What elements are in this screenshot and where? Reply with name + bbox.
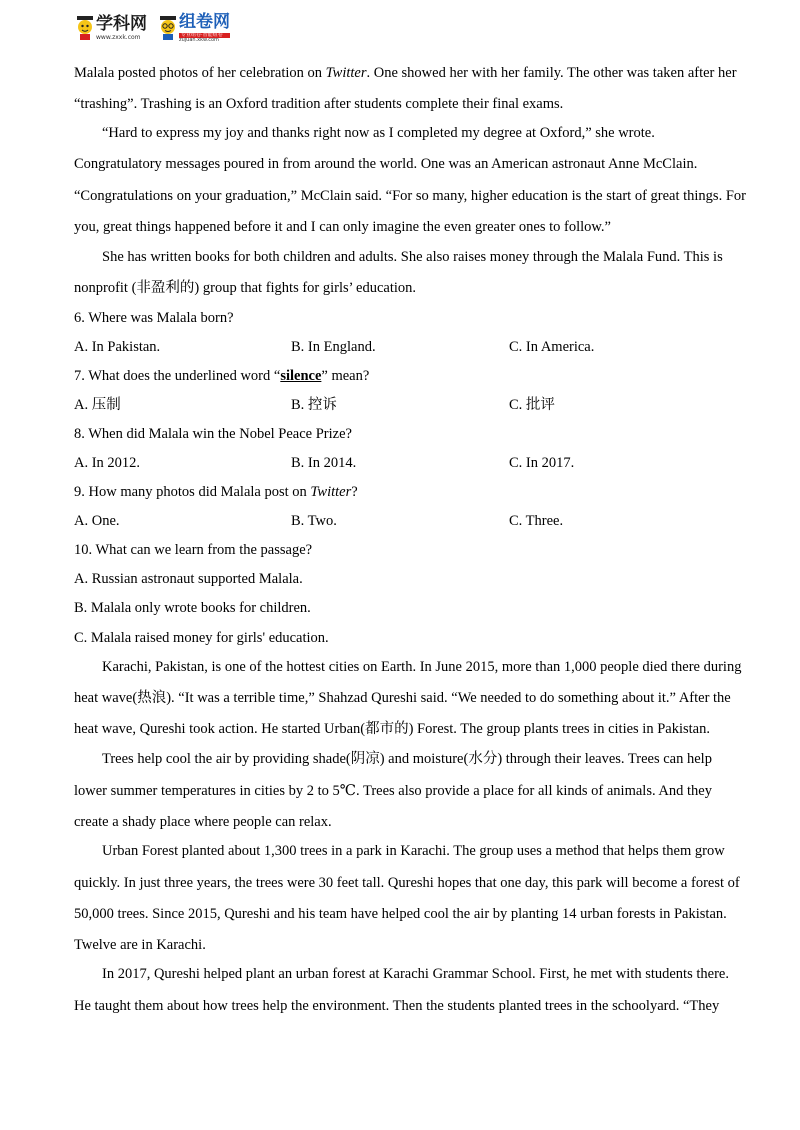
underlined-word: silence xyxy=(280,368,322,384)
q10-option-c[interactable]: C. Malala raised money for girls' education. xyxy=(74,630,329,646)
question-8-stem: 8. When did Malala win the Nobel Peace Prize? xyxy=(74,426,352,442)
passage-line: create a shady place where people can relax. xyxy=(74,814,332,830)
header-logos xyxy=(74,10,240,46)
passage-line: 50,000 trees. Since 2015, Qureshi and his team have helped cool the air by planting 14 urban forests in Pakistan. xyxy=(74,906,727,922)
text-run: 7. What does the underlined word “ xyxy=(74,368,281,384)
passage-line: She has written books for both children and adults. She also raises money through the Malala Fund. This is xyxy=(102,249,723,265)
passage-line: Twelve are in Karachi. xyxy=(74,937,206,953)
passage-line: quickly. In just three years, the trees were 30 feet tall. Qureshi hopes that one day, this park will become a forest of xyxy=(74,875,740,891)
passage-line: He taught them about how trees help the environment. Then the students planted trees in the schoolyard. “They xyxy=(74,998,720,1014)
passage-line: “Hard to express my joy and thanks right now as I completed my degree at Oxford,” she wrote. xyxy=(102,125,655,141)
question-7-stem xyxy=(74,369,369,384)
passage-line: Trees help cool the air by providing shade(阴凉) and moisture(水分) through their leaves. Trees can help xyxy=(102,751,712,767)
q8-option-c[interactable]: C. In 2017. xyxy=(509,455,575,471)
text-run: 9. How many photos did Malala post on xyxy=(74,484,311,500)
passage-line: “Congratulations on your graduation,” McClain said. “For so many, higher education is the start of great things. For xyxy=(74,188,746,204)
text-run: ” mean? xyxy=(321,368,370,384)
q10-option-a[interactable]: A. Russian astronaut supported Malala. xyxy=(74,571,303,587)
q8-option-b[interactable]: B. In 2014. xyxy=(291,455,357,471)
q6-option-c[interactable]: C. In America. xyxy=(509,339,595,355)
q6-option-b[interactable]: B. In England. xyxy=(291,339,376,355)
passage-line: “trashing”. Trashing is an Oxford tradition after students complete their final exams. xyxy=(74,96,564,112)
passage-line: nonprofit (非盈利的) group that fights for girls’ education. xyxy=(74,280,417,296)
student-mascot-icon xyxy=(74,15,96,41)
question-6-stem: 6. Where was Malala born? xyxy=(74,310,234,326)
q6-option-a[interactable]: A. In Pakistan. xyxy=(74,339,161,355)
text-run: ? xyxy=(351,484,358,500)
question-9-stem xyxy=(74,485,358,500)
q7-option-a[interactable]: A. 压制 xyxy=(74,397,121,413)
passage-line: In 2017, Qureshi helped plant an urban forest at Karachi Grammar School. First, he met with students there. xyxy=(102,966,729,982)
q9-option-a[interactable]: A. One. xyxy=(74,513,120,529)
q8-option-a[interactable]: A. In 2012. xyxy=(74,455,141,471)
passage-line: lower summer temperatures in cities by 2 to 5℃. Trees also provide a place for all kinds of animals. And they xyxy=(74,783,712,799)
italic-run: Twitter xyxy=(310,484,352,500)
zxxk-logo-text: 学科网 xyxy=(96,13,147,34)
zxxk-logo[interactable] xyxy=(74,15,147,41)
q7-option-b[interactable]: B. 控诉 xyxy=(291,397,337,413)
passage-line: heat wave, Qureshi took action. He started Urban(都市的) Forest. The group plants trees in cities in Pakistan. xyxy=(74,721,710,737)
student-glasses-icon xyxy=(157,15,179,41)
passage-line: you, great things happened before it and I can only imagine the even greater ones to follow.” xyxy=(74,219,611,235)
text-run: . One showed her with her family. The other was taken after her xyxy=(366,65,737,81)
text-run: Malala posted photos of her celebration on xyxy=(74,65,326,81)
q9-option-c[interactable]: C. Three. xyxy=(509,513,564,529)
q10-option-b[interactable]: B. Malala only wrote books for children. xyxy=(74,600,311,616)
italic-run: Twitter xyxy=(325,65,367,81)
passage-line: heat wave(热浪). “It was a terrible time,” Shahzad Qureshi said. “We needed to do something about it.” After the xyxy=(74,690,731,706)
question-10-stem: 10. What can we learn from the passage? xyxy=(74,542,313,558)
passage-line: Urban Forest planted about 1,300 trees in a park in Karachi. The group uses a method that helps them grow xyxy=(102,843,725,859)
zujuan-logo-url: zujuan.xkw.com xyxy=(179,36,219,43)
passage-line: Congratulatory messages poured in from around the world. One was an American astronaut Anne McClain. xyxy=(74,156,698,172)
passage-line: Karachi, Pakistan, is one of the hottest cities on Earth. In June 2015, more than 1,000 people died there during xyxy=(102,659,742,675)
passage-line xyxy=(74,66,737,81)
q7-option-c[interactable]: C. 批评 xyxy=(509,397,555,413)
q9-option-b[interactable]: B. Two. xyxy=(291,513,337,529)
zujuan-logo-banner: 专业组卷·智能组卷 xyxy=(179,33,230,38)
zujuan-logo-text: 组卷网 xyxy=(179,11,230,32)
zujuan-logo[interactable] xyxy=(157,11,230,43)
zxxk-logo-url: www.zxxk.com xyxy=(96,33,141,41)
